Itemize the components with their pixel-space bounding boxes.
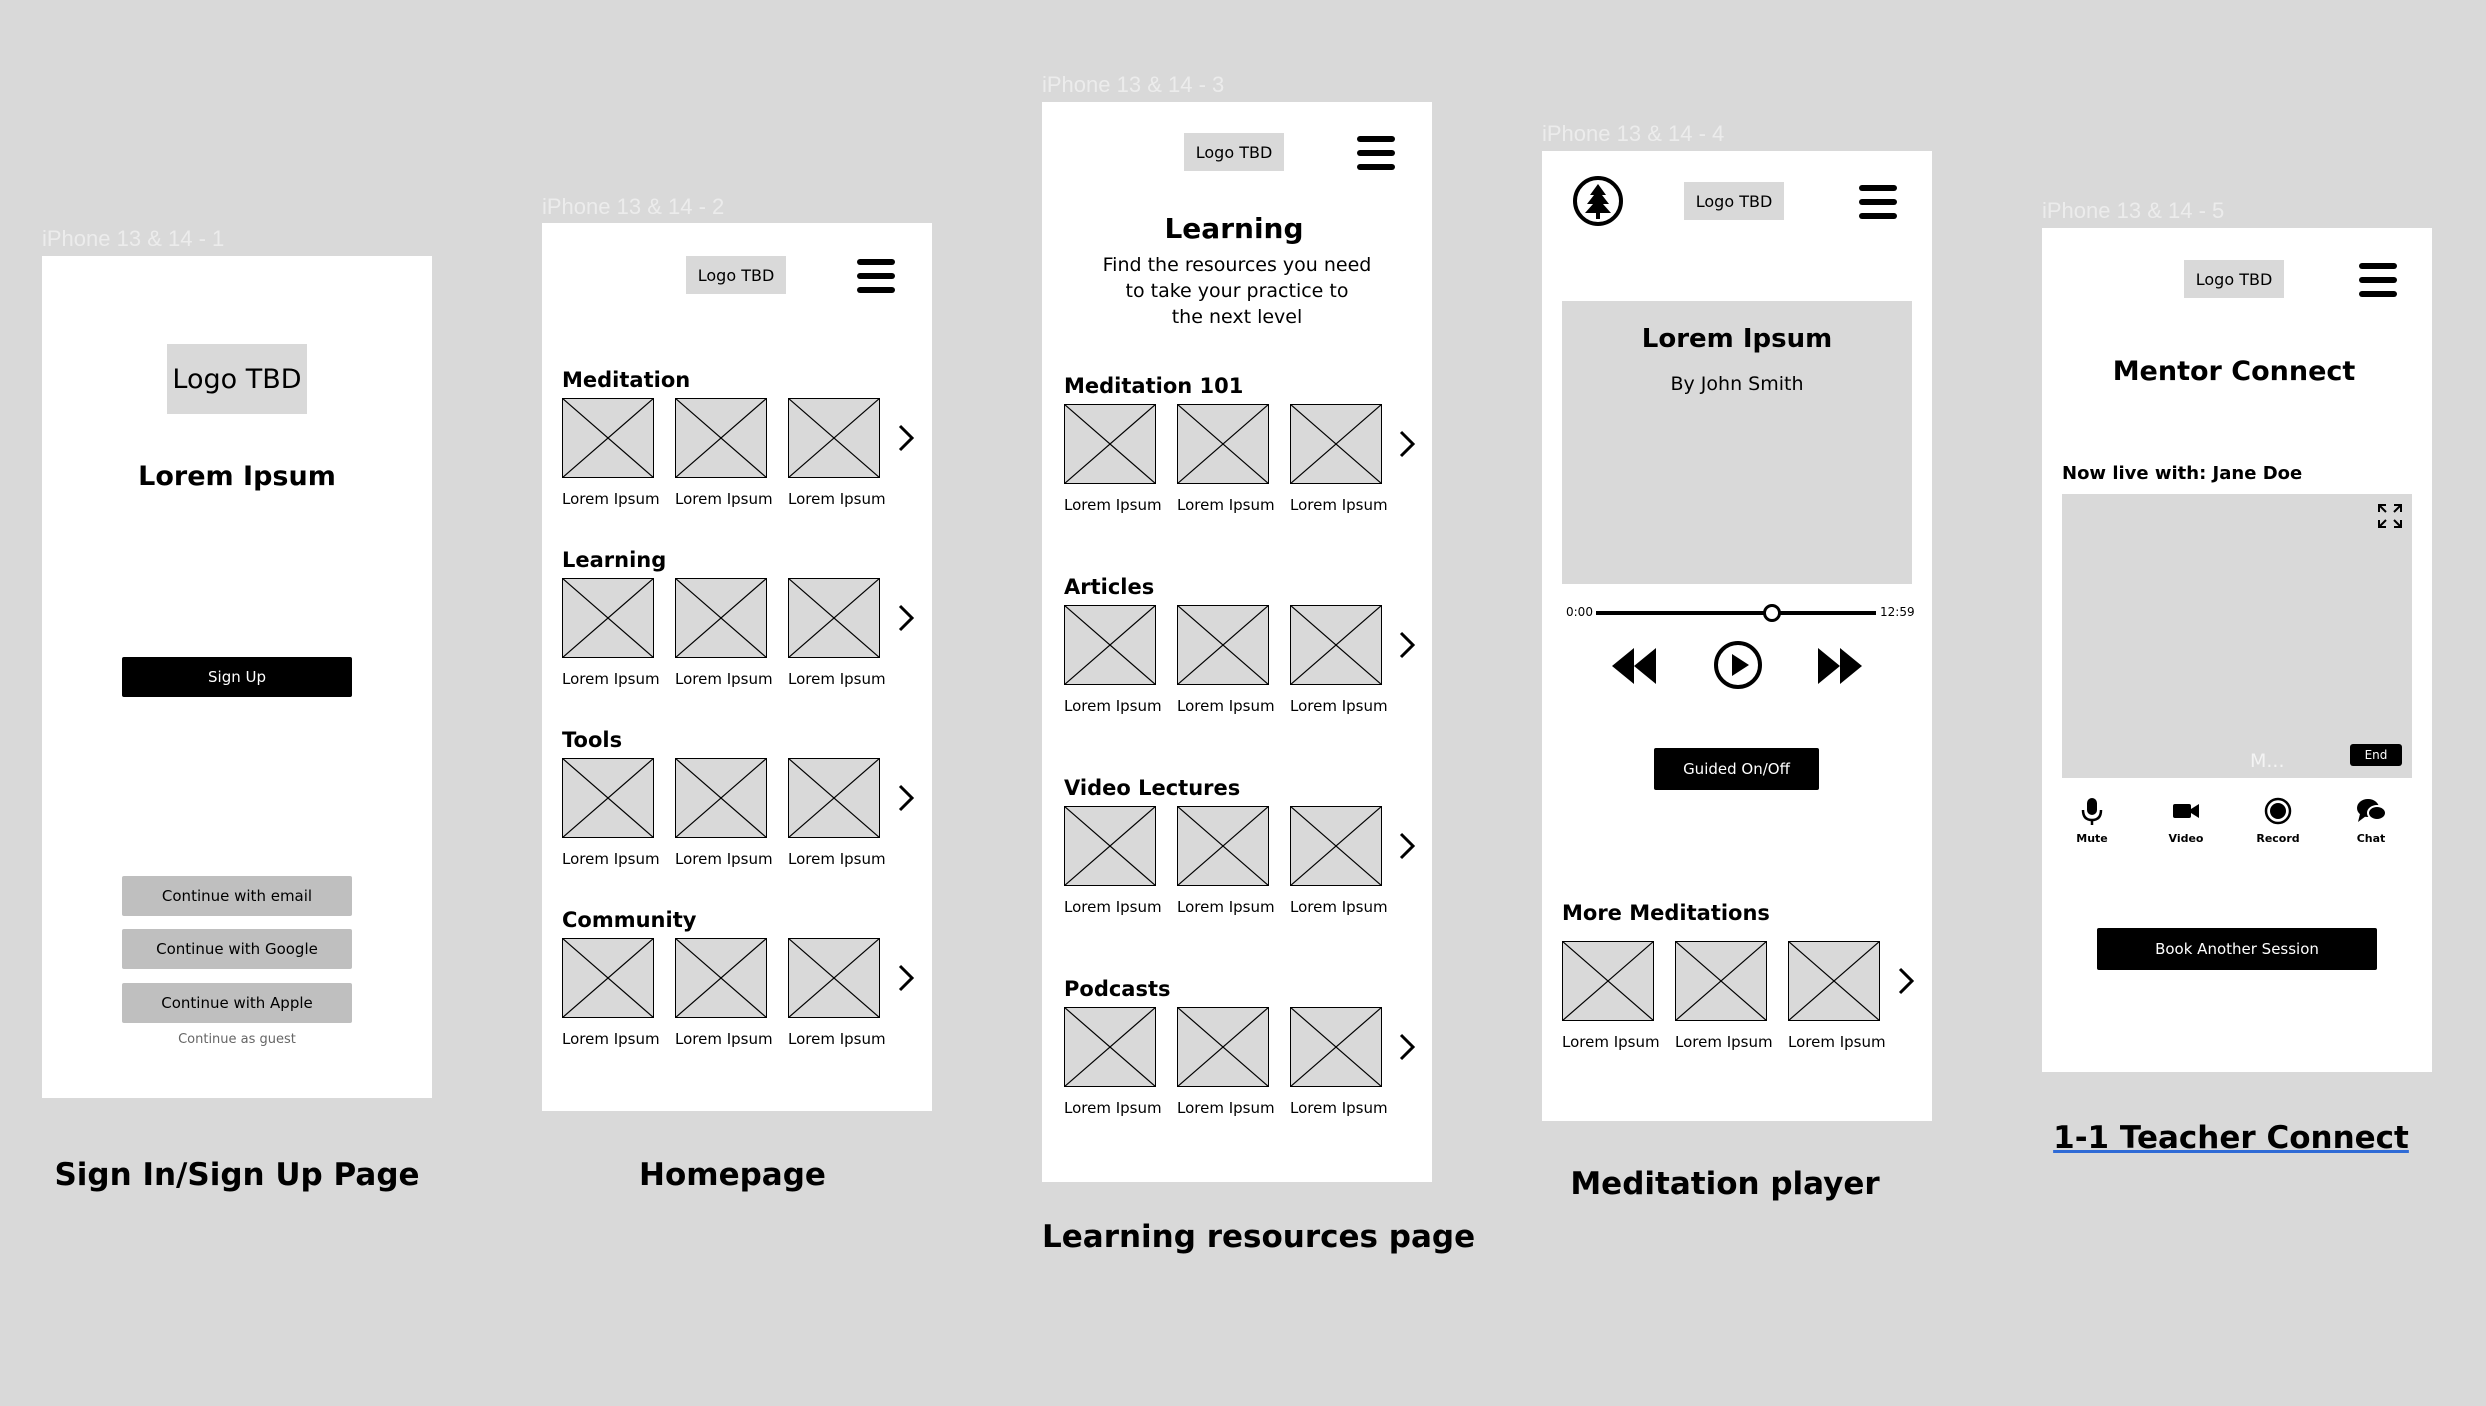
video-overlay-text: M...: [2250, 750, 2285, 772]
frame-label-3: iPhone 13 & 14 - 3: [1042, 72, 1225, 97]
chat-bubbles-icon: [2355, 796, 2387, 826]
chevron-right-icon[interactable]: [1398, 630, 1416, 660]
tree-logo-icon: [1572, 175, 1624, 227]
thumbnail-placeholder[interactable]: [562, 578, 654, 658]
caption-homepage: Homepage: [639, 1157, 826, 1193]
thumbnail-placeholder[interactable]: [788, 398, 880, 478]
thumbnail-caption: Lorem Ipsum: [1177, 1099, 1275, 1117]
thumbnail-placeholder[interactable]: [1290, 1007, 1382, 1087]
logo-placeholder: Logo TBD: [2184, 260, 2284, 298]
play-icon[interactable]: [1712, 639, 1764, 691]
thumbnail-placeholder[interactable]: [788, 938, 880, 1018]
thumbnail-caption: Lorem Ipsum: [1177, 898, 1275, 916]
thumbnail-caption: Lorem Ipsum: [562, 850, 660, 868]
frame-mentor-connect: [2042, 228, 2432, 1072]
thumbnail-caption: Lorem Ipsum: [1064, 898, 1162, 916]
sign-up-button[interactable]: Sign Up: [122, 657, 352, 697]
control-mute[interactable]: [2062, 796, 2122, 850]
logo-placeholder: Logo TBD: [167, 344, 307, 414]
video-feed: [2062, 494, 2412, 778]
thumbnail-placeholder[interactable]: [562, 758, 654, 838]
thumbnail-caption: Lorem Ipsum: [562, 1030, 660, 1048]
frame-meditation-player: [1542, 151, 1932, 1121]
thumbnail-placeholder[interactable]: [1064, 605, 1156, 685]
chevron-right-icon[interactable]: [897, 963, 915, 993]
control-label: Mute: [2076, 832, 2108, 845]
continue-guest-link[interactable]: Continue as guest: [178, 1032, 296, 1047]
thumbnail-caption: Lorem Ipsum: [1290, 898, 1388, 916]
page-subtitle-line-2: to take your practice to: [1125, 280, 1349, 302]
thumbnail-placeholder[interactable]: [1290, 806, 1382, 886]
thumbnail-caption: Lorem Ipsum: [675, 850, 773, 868]
thumbnail-caption: Lorem Ipsum: [1562, 1033, 1660, 1051]
thumbnail-placeholder[interactable]: [675, 938, 767, 1018]
control-chat[interactable]: [2341, 796, 2401, 850]
section-title: Video Lectures: [1064, 776, 1241, 800]
thumbnail-caption: Lorem Ipsum: [1290, 1099, 1388, 1117]
thumbnail-placeholder[interactable]: [1177, 806, 1269, 886]
logo-placeholder: Logo TBD: [1684, 182, 1784, 220]
thumbnail-placeholder[interactable]: [1290, 605, 1382, 685]
thumbnail-caption: Lorem Ipsum: [1064, 697, 1162, 715]
caption-sign-in: Sign In/Sign Up Page: [54, 1157, 420, 1193]
caption-meditation-player: Meditation player: [1570, 1166, 1880, 1202]
thumbnail-caption: Lorem Ipsum: [1290, 496, 1388, 514]
thumbnail-caption: Lorem Ipsum: [1177, 697, 1275, 715]
frame-label-1: iPhone 13 & 14 - 1: [42, 226, 225, 251]
hamburger-menu-icon[interactable]: [857, 259, 895, 293]
time-total: 12:59: [1880, 605, 1915, 619]
thumbnail-placeholder[interactable]: [1064, 806, 1156, 886]
time-current: 0:00: [1566, 605, 1593, 619]
control-label: Record: [2256, 832, 2300, 845]
thumbnail-caption: Lorem Ipsum: [675, 490, 773, 508]
seek-handle[interactable]: [1763, 604, 1781, 622]
track-title: Lorem Ipsum: [1641, 324, 1833, 354]
thumbnail-placeholder[interactable]: [675, 398, 767, 478]
section-title: Meditation: [562, 368, 691, 392]
frame-label-2: iPhone 13 & 14 - 2: [542, 194, 725, 219]
thumbnail-caption: Lorem Ipsum: [788, 850, 886, 868]
continue-email-button[interactable]: Continue with email: [122, 876, 352, 916]
logo-placeholder: Logo TBD: [1184, 133, 1284, 171]
control-label: Video: [2168, 832, 2204, 845]
page-title: Mentor Connect: [2112, 356, 2356, 387]
thumbnail-placeholder[interactable]: [1064, 1007, 1156, 1087]
thumbnail-placeholder[interactable]: [675, 758, 767, 838]
thumbnail-caption: Lorem Ipsum: [1177, 496, 1275, 514]
chevron-right-icon[interactable]: [897, 603, 915, 633]
more-meditations-title: More Meditations: [1562, 901, 1770, 925]
thumbnail-placeholder[interactable]: [1562, 941, 1654, 1021]
section-title: Articles: [1064, 575, 1155, 599]
thumbnail-placeholder[interactable]: [788, 758, 880, 838]
thumbnail-placeholder[interactable]: [1788, 941, 1880, 1021]
frame-label-4: iPhone 13 & 14 - 4: [1542, 121, 1725, 146]
thumbnail-placeholder[interactable]: [1177, 1007, 1269, 1087]
book-session-button[interactable]: Book Another Session: [2097, 928, 2377, 970]
thumbnail-caption: Lorem Ipsum: [562, 490, 660, 508]
caption-learning: Learning resources page: [1042, 1219, 1476, 1255]
thumbnail-caption: Lorem Ipsum: [675, 670, 773, 688]
chevron-right-icon[interactable]: [1398, 831, 1416, 861]
thumbnail-placeholder[interactable]: [562, 938, 654, 1018]
control-record[interactable]: [2248, 796, 2308, 850]
section-title: Podcasts: [1064, 977, 1171, 1001]
page-title: Lorem Ipsum: [138, 461, 336, 492]
control-label: Chat: [2356, 832, 2386, 845]
thumbnail-placeholder[interactable]: [788, 578, 880, 658]
thumbnail-placeholder[interactable]: [1290, 404, 1382, 484]
hamburger-menu-icon[interactable]: [1357, 136, 1395, 170]
fast-forward-icon[interactable]: [1816, 644, 1864, 688]
thumbnail-placeholder[interactable]: [1064, 404, 1156, 484]
chevron-right-icon[interactable]: [897, 783, 915, 813]
continue-apple-button[interactable]: Continue with Apple: [122, 983, 352, 1023]
record-icon: [2263, 796, 2293, 826]
thumbnail-caption: Lorem Ipsum: [1788, 1033, 1886, 1051]
control-video[interactable]: [2156, 796, 2216, 850]
hamburger-menu-icon[interactable]: [2359, 263, 2397, 297]
thumbnail-caption: Lorem Ipsum: [562, 670, 660, 688]
thumbnail-caption: Lorem Ipsum: [1064, 1099, 1162, 1117]
chevron-right-icon[interactable]: [1897, 966, 1915, 996]
end-call-button[interactable]: End: [2350, 744, 2402, 766]
now-live-label: Now live with: Jane Doe: [2062, 463, 2303, 484]
page-title: Learning: [1164, 212, 1304, 245]
page-subtitle-line-3: the next level: [1171, 306, 1303, 328]
frame-sign-in: [42, 256, 432, 1098]
thumbnail-caption: Lorem Ipsum: [1064, 496, 1162, 514]
logo-placeholder: Logo TBD: [686, 256, 786, 294]
thumbnail-placeholder[interactable]: [562, 398, 654, 478]
thumbnail-caption: Lorem Ipsum: [788, 490, 886, 508]
video-camera-icon: [2171, 796, 2201, 826]
chevron-right-icon[interactable]: [1398, 429, 1416, 459]
thumbnail-caption: Lorem Ipsum: [788, 670, 886, 688]
chevron-right-icon[interactable]: [1398, 1032, 1416, 1062]
guided-toggle-button[interactable]: Guided On/Off: [1654, 748, 1819, 790]
page-subtitle-line-1: Find the resources you need: [1102, 254, 1372, 276]
frame-homepage: [542, 223, 932, 1111]
section-title: Community: [562, 908, 697, 932]
track-author: By John Smith: [1670, 373, 1804, 395]
thumbnail-placeholder[interactable]: [1177, 605, 1269, 685]
rewind-icon[interactable]: [1610, 644, 1658, 688]
thumbnail-placeholder[interactable]: [1675, 941, 1767, 1021]
section-title: Learning: [562, 548, 667, 572]
microphone-icon: [2077, 796, 2107, 826]
seek-bar[interactable]: [1596, 611, 1876, 615]
thumbnail-caption: Lorem Ipsum: [1675, 1033, 1773, 1051]
chevron-right-icon[interactable]: [897, 423, 915, 453]
frame-learning: [1042, 102, 1432, 1182]
continue-google-button[interactable]: Continue with Google: [122, 929, 352, 969]
frame-label-5: iPhone 13 & 14 - 5: [2042, 198, 2225, 223]
thumbnail-placeholder[interactable]: [675, 578, 767, 658]
thumbnail-caption: Lorem Ipsum: [788, 1030, 886, 1048]
expand-icon[interactable]: [2376, 502, 2404, 530]
hamburger-menu-icon[interactable]: [1859, 185, 1897, 219]
thumbnail-caption: Lorem Ipsum: [675, 1030, 773, 1048]
section-title: Tools: [562, 728, 623, 752]
section-title: Meditation 101: [1064, 374, 1244, 398]
thumbnail-caption: Lorem Ipsum: [1290, 697, 1388, 715]
caption-teacher-connect[interactable]: 1-1 Teacher Connect: [2053, 1120, 2409, 1156]
thumbnail-placeholder[interactable]: [1177, 404, 1269, 484]
